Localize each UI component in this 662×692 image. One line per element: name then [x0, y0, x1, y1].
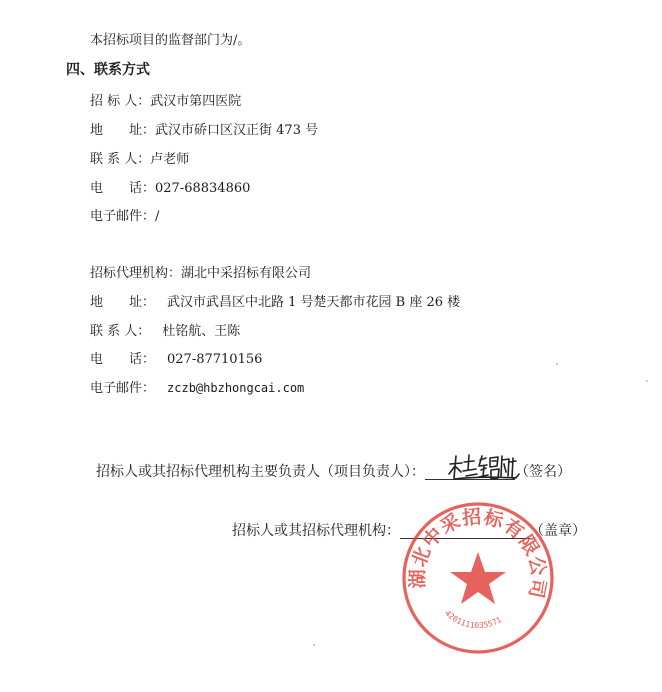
agency-contact-label: 联 系 人： [90, 324, 151, 339]
seal-number-text: 4201111035571 [443, 608, 504, 631]
svg-text:4201111035571 [443, 609, 503, 631]
tenderer-email-label: 电子邮件： [90, 209, 156, 224]
tenderer-name-value: 武汉市第四医院 [150, 94, 242, 109]
agency-phone-label: 电 话： [90, 352, 156, 367]
tenderer-email-value: / [155, 209, 160, 224]
tenderer-name-label: 招 标 人： [90, 94, 151, 109]
scan-speck [313, 644, 315, 646]
agency-contact-row [90, 324, 240, 340]
supervision-text: 本招标项目的监督部门为/。 [90, 33, 251, 48]
tenderer-phone-value: 027-68834860 [155, 181, 251, 196]
handwritten-signature [446, 452, 522, 482]
tenderer-contact-row [90, 152, 189, 168]
agency-email-label: 电子邮件： [90, 381, 156, 396]
section-heading: 四、联系方式 [66, 62, 150, 78]
tenderer-email-row [90, 209, 159, 225]
agency-name-value: 湖北中采招标有限公司 [181, 266, 312, 281]
scan-speck [646, 380, 648, 382]
agency-name-label: 招标代理机构： [90, 266, 182, 281]
supervision-line [90, 33, 250, 49]
agency-address-row [90, 295, 460, 311]
agency-address-value: 武汉市武昌区中北路 1 号楚天都市花园 B 座 26 楼 [167, 295, 461, 310]
scan-speck [556, 363, 558, 365]
tenderer-name-row [90, 94, 241, 110]
seal-company-text: 湖北中采招标有限公司 [406, 505, 550, 601]
agency-name-row [90, 266, 311, 282]
seal-suffix: （盖章） [530, 523, 586, 539]
tenderer-contact-label: 联 系 人： [90, 152, 151, 167]
company-seal [400, 500, 556, 656]
agency-address-label: 地 址： [90, 295, 156, 310]
tenderer-phone-label: 电 话： [90, 181, 156, 196]
sign-suffix: （签名） [515, 464, 571, 480]
tenderer-phone-row [90, 181, 250, 197]
agency-phone-row [90, 352, 262, 368]
agency-contact-value: 杜铭航、王陈 [162, 324, 241, 339]
agency-phone-value: 027-87710156 [167, 352, 263, 367]
responsible-label: 招标人或其招标代理机构主要负责人（项目负责人）： [96, 464, 425, 480]
agency-email-value: zczb@hbzhongcai.com [167, 381, 305, 395]
tenderer-address-value: 武汉市硚口区汉正街 473 号 [155, 123, 319, 138]
org-label: 招标人或其招标代理机构： [232, 523, 400, 539]
tenderer-address-row [90, 123, 318, 139]
agency-email-row [90, 380, 304, 397]
tenderer-address-label: 地 址： [90, 123, 156, 138]
tenderer-contact-value: 卢老师 [150, 152, 190, 167]
